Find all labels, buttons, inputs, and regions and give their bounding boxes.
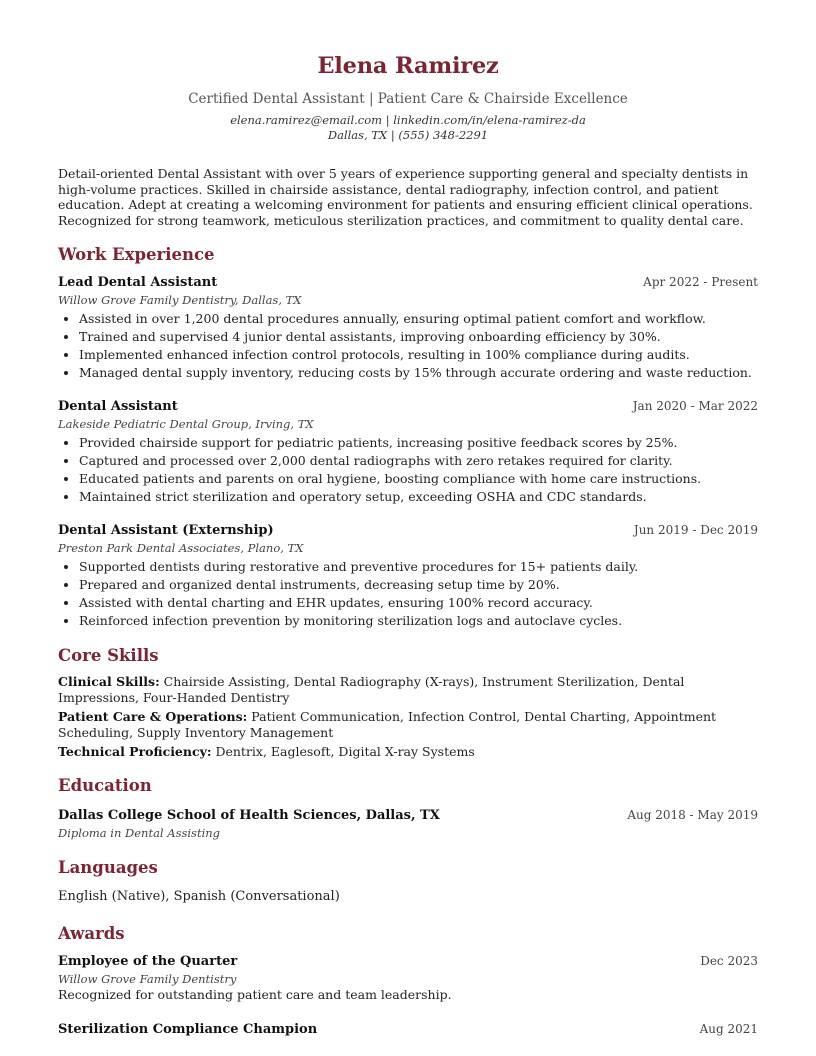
job-title: Dental Assistant	[58, 399, 178, 414]
professional-tagline: Certified Dental Assistant | Patient Care & Chairside Excellence	[188, 91, 628, 107]
job-employer: Preston Park Dental Associates, Plano, TX	[58, 541, 304, 555]
section-title-languages: Languages	[58, 858, 158, 877]
skill-group-label: Technical Proficiency:	[58, 744, 212, 759]
award-date: Dec 2023	[700, 954, 758, 968]
job-entry	[58, 522, 758, 630]
job-employer: Willow Grove Family Dentistry, Dallas, TX	[58, 293, 302, 307]
skill-group-label: Patient Care & Operations:	[58, 709, 248, 724]
skill-group-text: Chairside Assisting, Dental Radiography (X-rays), Instrument Sterilization, Dental Impressions, Four-Handed Dentistry	[58, 674, 685, 705]
candidate-name: Elena Ramirez	[317, 53, 499, 79]
award-description: Recognized for outstanding patient care and team leadership.	[58, 987, 452, 1002]
job-bullet-list	[58, 434, 758, 506]
award-date: Aug 2021	[699, 1022, 758, 1036]
job-bullet: • Assisted with dental charting and EHR updates, ensuring 100% record accuracy.	[79, 594, 758, 612]
skill-group-text: Patient Communication, Infection Control, Dental Charting, Appointment Scheduling, Supply Inventory Management	[58, 709, 717, 740]
skill-group-text: Dentrix, Eaglesoft, Digital X-ray Systems	[215, 744, 475, 759]
job-bullet-list	[58, 310, 758, 382]
section-title-experience: Work Experience	[58, 245, 215, 264]
professional-summary: Detail-oriented Dental Assistant with over 5 years of experience supporting general and specialty dentists in high-volume practices. Skilled in chairside assistance, dental radiography, infection control, and patient education. Adept at creating a welcoming environment for patients and ensuring efficient clinical operations. Recognized for strong teamwork, meticulous sterilization practices, and commitment to quality dental care.	[58, 166, 753, 228]
contact-location-phone: Dallas, TX | (555) 348-2291	[327, 128, 489, 142]
job-bullet: • Maintained strict sterilization and operatory setup, exceeding OSHA and CDC standards.	[79, 488, 758, 506]
job-bullet: • Implemented enhanced infection control protocols, resulting in 100% compliance during audits.	[79, 346, 758, 364]
award-entry	[58, 1021, 758, 1038]
skill-group	[58, 709, 758, 741]
job-bullet: • Provided chairside support for pediatric patients, increasing positive feedback scores by 25%.	[79, 434, 758, 452]
job-bullet: • Educated patients and parents on oral hygiene, boosting compliance with home care instructions.	[79, 470, 758, 488]
section-title-skills: Core Skills	[58, 646, 159, 665]
skills-list	[58, 674, 758, 760]
job-bullet: • Trained and supervised 4 junior dental assistants, improving onboarding efficiency by 30%.	[79, 328, 758, 346]
award-title: Sterilization Compliance Champion	[58, 1022, 318, 1037]
job-bullet: • Assisted in over 1,200 dental procedures annually, ensuring optimal patient comfort and workflow.	[79, 310, 758, 328]
section-title-education: Education	[58, 776, 152, 795]
job-title: Lead Dental Assistant	[58, 275, 218, 290]
job-dates: Apr 2022 - Present	[643, 275, 758, 289]
job-title: Dental Assistant (Externship)	[58, 523, 274, 538]
degree-name: Diploma in Dental Assisting	[58, 826, 221, 840]
award-org: Willow Grove Family Dentistry	[58, 972, 237, 986]
job-bullet: • Captured and processed over 2,000 dental radiographs with zero retakes required for clarity.	[79, 452, 758, 470]
education-dates: Aug 2018 - May 2019	[627, 808, 758, 822]
school-name: Dallas College School of Health Sciences, Dallas, TX	[58, 808, 440, 823]
job-entry	[58, 398, 758, 506]
education-entry	[58, 807, 758, 841]
contact-email-linkedin: elena.ramirez@email.com | linkedin.com/in/elena-ramirez-da	[230, 113, 586, 127]
job-entry	[58, 274, 758, 382]
job-bullet: • Prepared and organized dental instruments, decreasing setup time by 20%.	[79, 576, 758, 594]
skill-group	[58, 674, 758, 706]
job-employer: Lakeside Pediatric Dental Group, Irving, TX	[58, 417, 314, 431]
job-dates: Jan 2020 - Mar 2022	[632, 399, 758, 413]
job-bullet-list	[58, 558, 758, 630]
job-bullet: • Managed dental supply inventory, reducing costs by 15% through accurate ordering and waste reduction.	[79, 364, 758, 382]
award-entry	[58, 953, 758, 1003]
job-dates: Jun 2019 - Dec 2019	[633, 523, 758, 537]
section-title-awards: Awards	[58, 924, 125, 943]
skill-group	[58, 744, 758, 760]
languages-text: English (Native), Spanish (Conversational)	[58, 889, 340, 904]
job-bullet: • Supported dentists during restorative and preventive procedures for 15+ patients daily.	[79, 558, 758, 576]
job-bullet: • Reinforced infection prevention by monitoring sterilization logs and autoclave cycles.	[79, 612, 758, 630]
award-title: Employee of the Quarter	[58, 954, 238, 969]
skill-group-label: Clinical Skills:	[58, 674, 160, 689]
